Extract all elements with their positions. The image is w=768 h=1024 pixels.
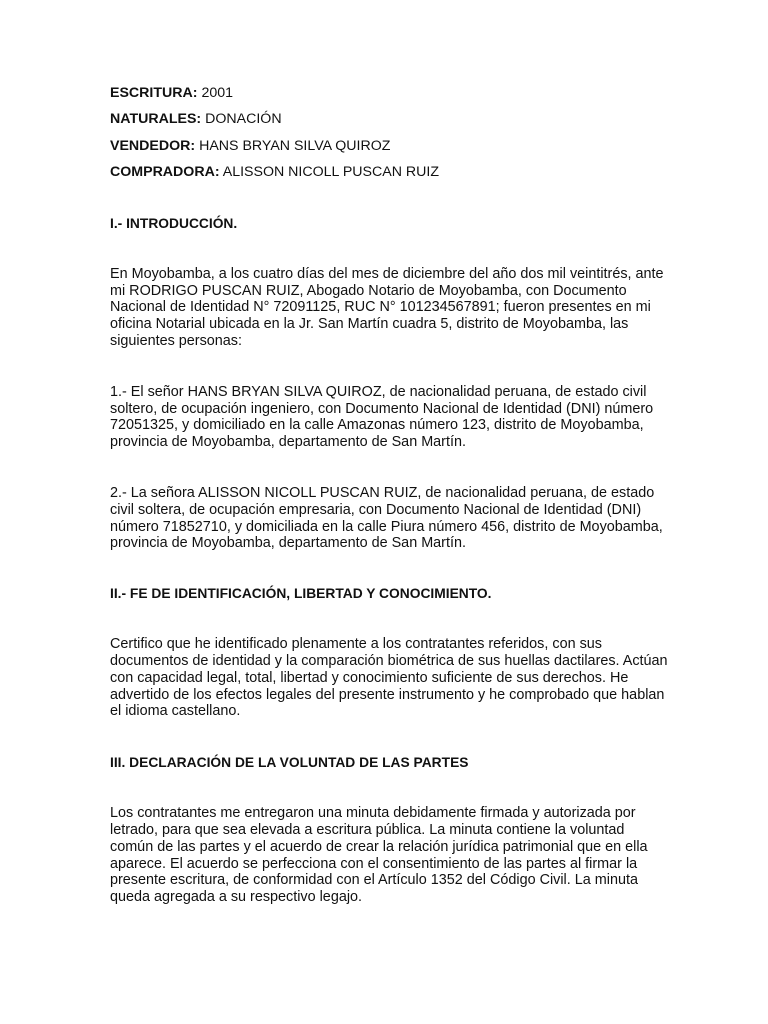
introduccion-paragraph: En Moyobamba, a los cuatro días del mes de diciembre del año dos mil veintitrés, ante mi RODRIGO PUSCAN RUIZ, Abogado Notario de Moyobamba, con Documento Nacional de Identidad N° 72091125, RUC N° 101234567891; fueron presentes en mi oficina Notarial ubicada en la Jr. San Martín cuadra 5, distrito de Moyobamba, las siguientes personas:: [110, 265, 664, 350]
declaracion-paragraph: Los contratantes me entregaron una minuta debidamente firmada y autorizada por letrado, para que sea elevada a escritura pública. La minuta contiene la voluntad común de las partes y el acuerdo de crear la relación jurídica patrimonial que en ella aparece. El acuerdo se perfecciona con el consentimiento de las partes al firmar la presente escritura, de conformidad con el Artículo 1352 del Código Civil. La minuta queda agregada a su respectivo legajo.: [110, 805, 648, 906]
vendedor-label: VENDEDOR:: [110, 137, 196, 154]
vendedor-field: [110, 137, 670, 155]
party-2-paragraph: 2.- La señora ALISSON NICOLL PUSCAN RUIZ, de nacionalidad peruana, de estado civil soltera, de ocupación empresaria, con Documento Nacional de Identidad (DNI) número 71852710, y domiciliada en la calle Piura número 456, distrito de Moyobamba, provincia de Moyobamba, departamento de San Martín.: [110, 485, 663, 552]
compradora-value: ALISSON NICOLL PUSCAN RUIZ: [222, 163, 440, 180]
naturales-label: NATURALES:: [110, 111, 202, 128]
compradora-field: [110, 163, 670, 181]
escritura-value: 2001: [201, 85, 234, 101]
document-content: [110, 84, 670, 906]
party-1-paragraph: 1.- El señor HANS BRYAN SILVA QUIROZ, de nacionalidad peruana, de estado civil soltero, de ocupación ingeniero, con Documento Nacional de Identidad (DNI) número 72051325, y domiciliado en la calle Amazonas número 123, distrito de Moyobamba, provincia de Moyobamba, departamento de San Martín.: [110, 383, 654, 451]
naturales-field: [110, 110, 670, 128]
section-heading-fe: II.- FE DE IDENTIFICACIÓN, LIBERTAD Y CONOCIMIENTO.: [110, 586, 492, 602]
compradora-label: COMPRADORA:: [110, 163, 220, 180]
fe-paragraph: Certifico que he identificado plenamente a los contratantes referidos, con sus documentos de identidad y la comparación biométrica de sus huellas dactilares. Actúan con capacidad legal, total, libertad y conocimiento suficiente de sus derechos. He advertido de los efectos legales del presente instrumento y he comprobado que hablan el idioma castellano.: [110, 636, 668, 720]
naturales-value: DONACIÓN: [205, 111, 282, 128]
vendedor-value: HANS BRYAN SILVA QUIROZ: [199, 137, 391, 154]
section-heading-introduccion: I.- INTRODUCCIÓN.: [110, 215, 238, 231]
escritura-field: [110, 84, 670, 102]
section-heading-declaracion: III. DECLARACIÓN DE LA VOLUNTAD DE LAS PARTES: [110, 755, 469, 771]
escritura-label: ESCRITURA:: [110, 85, 198, 101]
